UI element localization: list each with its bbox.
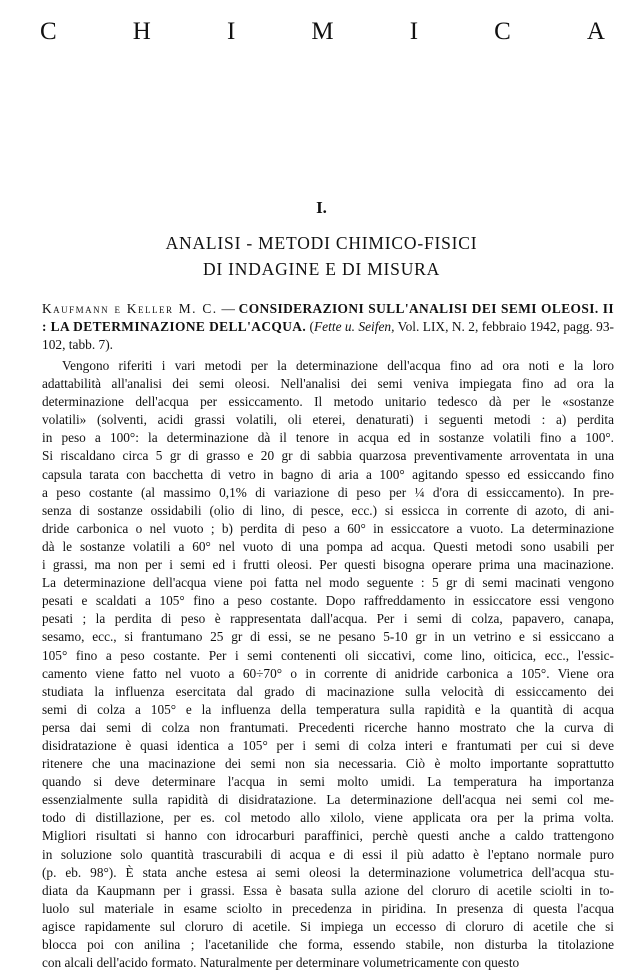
body-text-line: agisce rapidamente sul cloruro di acetile. Si impiega un eccesso di cloruro di acetile che si (42, 918, 614, 934)
body-text-line: studiata la influenza esercitata dal grado di macinazione sulla velocità di essiccamento dei (42, 683, 614, 699)
citation-source: Vol. LIX, N. 2, febbraio 1942, pagg. 93-102, tabb. 7). (42, 319, 614, 352)
running-head-letter: C (40, 18, 57, 45)
section-number: I. (316, 198, 327, 217)
running-head-letter: I (226, 18, 236, 45)
citation-authors: Kaufmann e Keller M. C. (42, 301, 218, 316)
citation-journal: Fette u. Seifen, (314, 319, 395, 334)
body-text-line: in peso a 100°: la determinazione dà il tenore in acqua ed in sostanze volatili fino a 100°. (42, 430, 614, 446)
article-citation: Kaufmann e Keller M. C. — CONSIDERAZIONI SULL'ANALISI DEI SEMI OLEOSI. II : LA DETERMINAZIONE DELL'ACQUA. (Fette u. Seifen, Vol. LIX, N. 2, febbraio 1942, pagg. 93-102, tabb. 7). (42, 301, 614, 352)
running-head-letter: I (409, 18, 419, 45)
body-text-line: persa dai semi di colza non frantumati. Precedenti ricerche hanno mostrato che la curva di (42, 719, 614, 735)
body-text-line: in soluzione solo quantità trascurabili di acqua e di essi il più adatto è l'eptano normale puro (42, 846, 614, 862)
body-text-line: luolo sul materiale in esame sciolto in precedenza in piridina. In presenza di questa l'acqua (42, 900, 614, 916)
body-text-line: dride carbonica o nel vuoto ; b) perdita di peso a 60° in essiccatore a vuoto. La determinazione (42, 520, 614, 536)
running-head-letter: C (494, 18, 511, 45)
body-text-line: adattabilità all'analisi dei semi oleosi. Nell'analisi dei semi veniva impiegata fino ad ora la (42, 376, 614, 392)
body-text-line: sesamo, ecc., si frantumano 25 gr di essi, se ne pesano 5-10 gr in un vetrino e si essiccano a (42, 629, 614, 645)
body-text-line: ritenere che una macinazione dei semi non sia necessaria. Ciò è molto importante soprattutto (42, 756, 614, 772)
body-text-line: capsula tarata con bacchetta di vetro in bagno di aria a 100° agitando spesso ed essiccando fino (42, 466, 614, 482)
body-text-line: volatili» (solventi, acidi grassi volatili, oli eterei, denaturati) i seguenti metodi : a) perdita (42, 412, 614, 428)
running-head-letter: M (311, 18, 334, 45)
body-text-line: i grassi, ma non per i semi ed i frutti oleosi. Per questi bisogna operare prima una macinazione. (42, 557, 614, 573)
abstract-body (42, 357, 614, 972)
citation-title: CONSIDERAZIONI SULL'ANALISI DEI SEMI OLEOSI. II : LA DETERMINAZIONE DELL'ACQUA. (42, 301, 614, 334)
body-text-line: 105° fino a peso costante. Per i semi contenenti oli siccativi, come lino, oiticica, ecc., l'essic- (42, 647, 614, 663)
running-head-letter: A (586, 18, 605, 45)
body-text-line: La determinazione dell'acqua viene poi fatta nel modo seguente : 5 gr di semi macinati vengono (42, 575, 614, 591)
body-text-line: essenzialmente sulla rapidità di disidratazione. La determinazione dell'acqua nei semi col me- (42, 792, 614, 808)
running-head (40, 18, 605, 46)
body-text-line: semi di colza a 105° e la influenza della temperatura sulla rapidità e la quantità di acqua (42, 701, 614, 717)
body-text-line: disidratazione è quasi identica a 105° per i semi di colza interi e frantumati per cui si deve (42, 737, 614, 753)
body-text-line: (p. eb. 98°). È stata anche estesa ai semi oleosi la determinazione volumetrica dell'acqua stu- (42, 864, 614, 880)
body-text-line: con alcali dell'acido formato. Naturalmente per determinare volumetricamente con questo (42, 955, 520, 971)
section-title-line-2: DI INDAGINE E DI MISURA (202, 259, 441, 279)
body-text-line: senza di sostanze ossidabili (olio di lino, di pesce, ecc.) si essicca in corrente di azoto, di ani- (42, 502, 614, 518)
body-text-line: quando si deve determinare l'acqua in semi molto umidi. La temperatura ha importanza (42, 774, 614, 790)
body-text-line: diata da Kaupmann per i grassi. Essa è basata sulla azione del cloruro di acetile sciolti in to- (42, 882, 614, 898)
body-text-line: camento viene fatto nel vuoto a 60÷70° o in corrente di anidride carbonica a 105°. Viene ora (42, 665, 614, 681)
body-text-line: Vengono riferiti i vari metodi per la determinazione dell'acqua fino ad ora noti e la loro (62, 358, 614, 373)
body-text-line: blocca poi con anilina ; l'acetanilide che forma, essendo stabile, non disturba la titolazione (42, 937, 614, 952)
body-text-line: todo di distillazione, per es. col metodo allo xilolo, viene applicata ora per la prima volta. (42, 810, 614, 826)
body-text-line: Migliori risultati si hanno con idrocarburi paraffinici, perchè questi anche a caldo trattengono (42, 828, 614, 844)
body-text-line: pesati e scaldati a 105° fino a peso costante. Dopo raffreddamento in essiccatore essi vengono (42, 593, 614, 609)
running-head-letter: H (132, 18, 151, 45)
body-text-line: Si riscaldano circa 5 gr di grasso e 20 gr di sabbia quarzosa preventivamente arroventata in una (42, 448, 614, 464)
citation-dash: — (217, 301, 239, 316)
body-text-line: a peso costante (al massimo 0,1% di variazione di peso per ¼ d'ora di essiccamento). In pre- (42, 484, 614, 500)
body-text-line: pesati ; la perdita di peso è rappresentata dall'acqua. Per i semi di colza, papavero, canapa, (42, 611, 614, 627)
section-title-line-1: ANALISI - METODI CHIMICO-FISICI (165, 233, 478, 253)
body-text-line: dà le sostanze volatili a 60° nel vuoto di una pompa ad acqua. Questi metodi sono usabili per (42, 538, 614, 554)
body-text-line: determinazione dell'acqua per essiccamento. Il metodo unitario tedesco dà per le «sostanze (42, 394, 614, 410)
